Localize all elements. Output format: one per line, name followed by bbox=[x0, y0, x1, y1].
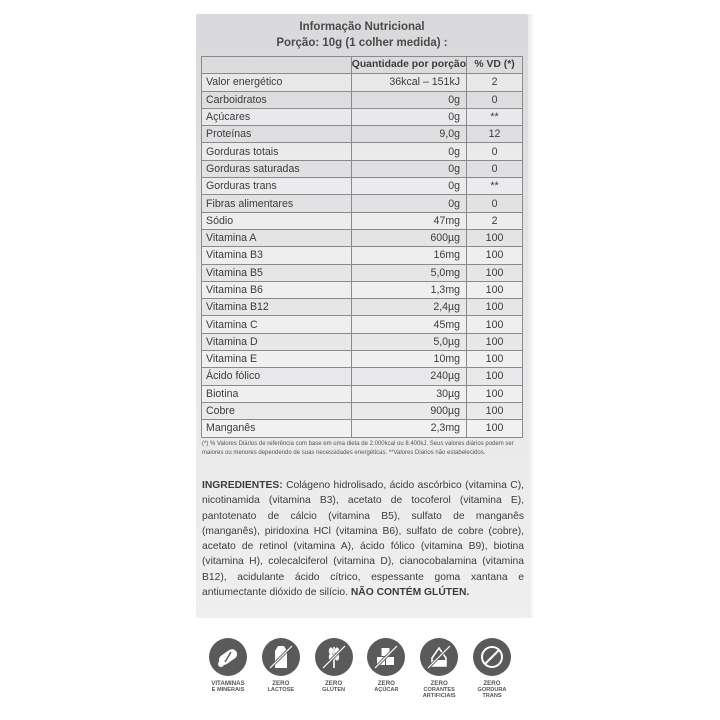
table-row bbox=[202, 247, 523, 264]
nutrient-quantity: 2,4µg bbox=[351, 299, 466, 316]
nutrient-name: Vitamina D bbox=[202, 333, 352, 350]
nutrient-name: Gorduras saturadas bbox=[202, 160, 352, 177]
nutrient-vd: 100 bbox=[467, 316, 523, 333]
nutrient-vd: 0 bbox=[467, 91, 523, 108]
nutrient-vd: 0 bbox=[467, 143, 523, 160]
portion-line: Porção: 10g (1 colher medida) : bbox=[276, 37, 448, 49]
table-row bbox=[202, 229, 523, 246]
nutrient-quantity: 0g bbox=[351, 195, 466, 212]
nutrient-name: Vitamina C bbox=[202, 316, 352, 333]
header-blank-cell bbox=[202, 57, 352, 74]
nutrient-quantity: 10mg bbox=[351, 351, 466, 368]
badge-line1: ZERO bbox=[324, 680, 343, 687]
table-row bbox=[202, 385, 523, 402]
header-vd: % VD (*) bbox=[467, 57, 523, 74]
table-row bbox=[202, 281, 523, 298]
nutrient-name: Cobre bbox=[202, 402, 352, 419]
nutrient-quantity: 5,0mg bbox=[351, 264, 466, 281]
nutrient-vd: 100 bbox=[467, 247, 523, 264]
nutrient-quantity: 0g bbox=[351, 108, 466, 125]
nutrient-quantity: 30µg bbox=[351, 385, 466, 402]
nutrient-quantity: 36kcal – 151kJ bbox=[351, 74, 466, 91]
nutrient-vd: 100 bbox=[467, 385, 523, 402]
gluten-statement: NÃO CONTÉM GLÚTEN. bbox=[350, 587, 470, 599]
nutrient-vd: 2 bbox=[467, 74, 523, 91]
table-row bbox=[202, 160, 523, 177]
nutrient-vd: 100 bbox=[467, 229, 523, 246]
nutrient-name: Vitamina B12 bbox=[202, 299, 352, 316]
badge-gluten bbox=[312, 638, 356, 708]
ingredients-label: INGREDIENTES: bbox=[202, 480, 283, 491]
nutrient-name: Vitamina A bbox=[202, 229, 352, 246]
badge-lactose bbox=[259, 638, 303, 708]
badge-line1: ZERO bbox=[272, 680, 290, 687]
badge-colorants bbox=[417, 638, 461, 708]
panel-edge bbox=[528, 14, 534, 618]
nutrient-vd: 0 bbox=[467, 160, 523, 177]
nutrient-name: Carboidratos bbox=[202, 91, 352, 108]
badge-line2: GLÚTEN bbox=[322, 687, 346, 694]
nutrient-name: Vitamina E bbox=[202, 351, 352, 368]
nutrient-name: Açúcares bbox=[202, 108, 352, 125]
nutrient-quantity: 900µg bbox=[351, 402, 466, 419]
nutrient-vd: ** bbox=[467, 178, 523, 195]
nutrient-name: Sódio bbox=[202, 212, 352, 229]
table-row bbox=[202, 368, 523, 385]
badge-sugar bbox=[364, 638, 408, 708]
table-row bbox=[202, 195, 523, 212]
nutrient-quantity: 1,3mg bbox=[351, 281, 466, 298]
table-row bbox=[202, 351, 523, 368]
table-row bbox=[202, 402, 523, 419]
nutrient-vd: 2 bbox=[467, 212, 523, 229]
nutrient-name: Fibras alimentares bbox=[202, 195, 352, 212]
nutrient-vd: ** bbox=[467, 108, 523, 125]
badge-line1: VITAMINAS bbox=[211, 680, 245, 687]
nutrient-vd: 100 bbox=[467, 299, 523, 316]
table-row bbox=[202, 299, 523, 316]
nutrient-name: Vitamina B3 bbox=[202, 247, 352, 264]
colorant-icon bbox=[420, 638, 458, 676]
table-row bbox=[202, 74, 523, 91]
nutrient-quantity: 240µg bbox=[351, 368, 466, 385]
nutrient-vd: 100 bbox=[467, 368, 523, 385]
badge-row bbox=[206, 638, 514, 708]
badge-line1: ZERO bbox=[377, 680, 395, 687]
table-row bbox=[202, 420, 523, 437]
nutrient-name: Valor energético bbox=[202, 74, 352, 91]
nutrient-vd: 0 bbox=[467, 195, 523, 212]
nutrient-vd: 100 bbox=[467, 333, 523, 350]
nutrient-quantity: 16mg bbox=[351, 247, 466, 264]
table-row bbox=[202, 264, 523, 281]
ingredients-block bbox=[202, 478, 524, 600]
table-header-row bbox=[202, 57, 523, 74]
badge-line2: GORDURA TRANS bbox=[477, 687, 507, 700]
table-row bbox=[202, 316, 523, 333]
nutrient-quantity: 5,0µg bbox=[351, 333, 466, 350]
nutrient-name: Biotina bbox=[202, 385, 352, 402]
table-row bbox=[202, 333, 523, 350]
nutrient-quantity: 0g bbox=[351, 91, 466, 108]
pills-icon bbox=[209, 638, 247, 676]
nutrient-name: Gorduras trans bbox=[202, 178, 352, 195]
nutrient-quantity: 47mg bbox=[351, 212, 466, 229]
table-row bbox=[202, 178, 523, 195]
table-row bbox=[202, 212, 523, 229]
nutrient-quantity: 0g bbox=[351, 143, 466, 160]
nutrient-quantity: 9,0g bbox=[351, 126, 466, 143]
badge-line1: ZERO bbox=[483, 680, 501, 687]
nutrition-table bbox=[201, 56, 523, 438]
table-row bbox=[202, 126, 523, 143]
nutrient-vd: 12 bbox=[467, 126, 523, 143]
badge-line2: E MINERAIS bbox=[211, 687, 245, 694]
badge-vitamins bbox=[206, 638, 250, 708]
nutrient-name: Proteínas bbox=[202, 126, 352, 143]
badge-line2: AÇÚCAR bbox=[374, 687, 399, 694]
nutrient-name: Vitamina B5 bbox=[202, 264, 352, 281]
nutrient-vd: 100 bbox=[467, 402, 523, 419]
table-row bbox=[202, 108, 523, 125]
no-fat-icon bbox=[473, 638, 511, 676]
nutrient-quantity: 0g bbox=[351, 178, 466, 195]
nutrient-vd: 100 bbox=[467, 420, 523, 437]
nutrient-name: Ácido fólico bbox=[202, 368, 352, 385]
ingredients-text: Colágeno hidrolisado, ácido ascórbico (vitamina C), nicotinamida (vitamina B3), acetato de tocoferol (vitamina E), pantotenato de cálcio (vitamina B5), sulfato de manganês (manganês), piridoxina HCl (vitamina B6), sulfato de cobre (cobre), acetato de retinol (vitamina A), ácido fólico (vitamina B9), biotina (vitamina H), colecalciferol (vitamina D), cianocobalamina (vitamina B12), acidulante ácido cítrico, espessante goma xantana e antiumectante dióxido de silício. bbox=[202, 480, 524, 599]
nutrient-quantity: 600µg bbox=[351, 229, 466, 246]
header-quantity: Quantidade por porção bbox=[351, 57, 466, 74]
badge-line2: CORANTES ARTIFICIAIS bbox=[422, 687, 456, 700]
table-row bbox=[202, 143, 523, 160]
nutrient-vd: 100 bbox=[467, 281, 523, 298]
nutrition-title: Informação Nutricional bbox=[299, 21, 425, 33]
nutrient-vd: 100 bbox=[467, 351, 523, 368]
nutrient-quantity: 0g bbox=[351, 160, 466, 177]
table-body bbox=[202, 74, 523, 437]
nutrient-quantity: 2,3mg bbox=[351, 420, 466, 437]
wheat-icon bbox=[315, 638, 353, 676]
nutrient-name: Vitamina B6 bbox=[202, 281, 352, 298]
badge-trans-fat bbox=[470, 638, 514, 708]
badge-line1: ZERO bbox=[430, 680, 448, 687]
table-row bbox=[202, 91, 523, 108]
milk-carton-icon bbox=[262, 638, 300, 676]
sugar-cubes-icon bbox=[367, 638, 405, 676]
nutrient-name: Gorduras totais bbox=[202, 143, 352, 160]
nutrient-vd: 100 bbox=[467, 264, 523, 281]
nutrient-quantity: 45mg bbox=[351, 316, 466, 333]
footnote: (*) % Valores Diários de referência com base em uma dieta de 2.000kcal ou 8.400kJ. Seus valores diários podem ser maiores ou menores dependendo de suas necessidades energéticas. **Valores Diários não estabelecidos. bbox=[202, 441, 514, 456]
badge-line2: LACTOSE bbox=[267, 687, 295, 694]
nutrient-name: Manganês bbox=[202, 420, 352, 437]
